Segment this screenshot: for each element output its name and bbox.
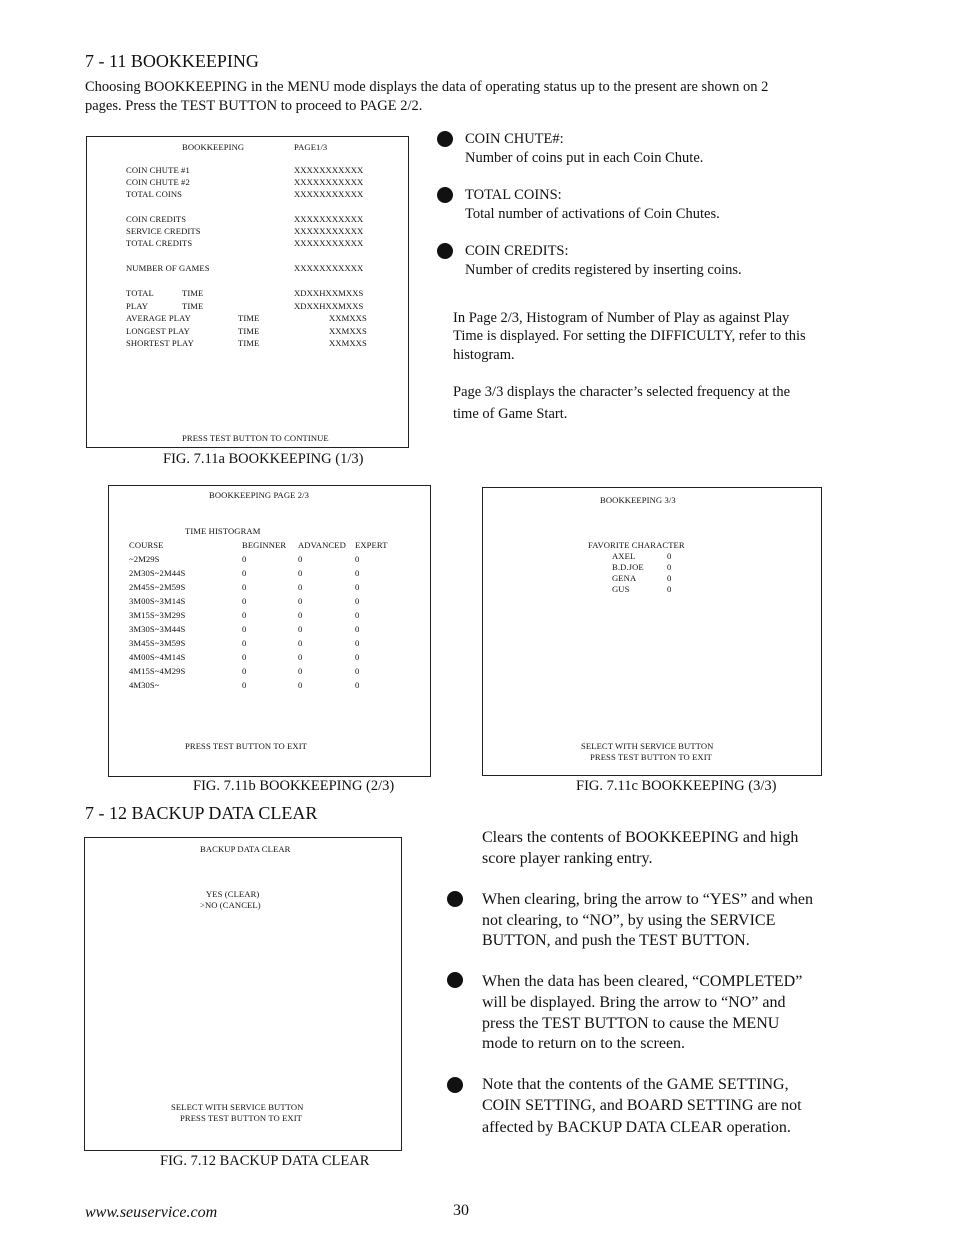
fig-bookkeeping-page2 [108,485,431,777]
bullet-icon [437,187,453,203]
fig-a-row-label: SHORTEST PLAY [126,338,194,348]
fig-b-count-cell: 0 [355,652,360,662]
page2-para-line1: In Page 2/3, Histogram of Number of Play as against Play [453,310,790,326]
fig-b-count-cell: 0 [242,638,247,648]
fig-b-count-cell: 0 [355,554,360,564]
fig-b-count-cell: 0 [242,680,247,690]
bullet-icon [447,972,463,988]
section-heading-bookkeeping: 7 - 11 BOOKKEEPING [85,51,259,71]
fig-b-count-cell: 0 [355,624,360,634]
fig-b-header-expert: EXPERT [355,540,388,550]
footer-website: www.seuservice.com [85,1204,218,1221]
fig-c-character-count: 0 [667,584,672,594]
fig-a-row-label: TOTAL [126,288,154,298]
fig-b-header-beginner: BEGINNER [242,540,287,550]
fig-bookkeeping-page3 [482,487,822,776]
fig-d-title: BACKUP DATA CLEAR [200,844,291,854]
fig-c-subtitle: FAVORITE CHARACTER [588,540,685,550]
fig-b-count-cell: 0 [242,624,247,634]
fig-a-caption: FIG. 7.11a BOOKKEEPING (1/3) [163,451,364,467]
fig-a-row-value: XDXXHXXMXXS [294,301,364,311]
bullet-icon [437,243,453,259]
fig-b-header-advanced: ADVANCED [298,540,346,550]
fig-b-course-cell: 3M45S~3M59S [129,638,186,648]
bullet-coin-credits-title: COIN CREDITS: [465,243,569,259]
fig-d-option-no: >NO (CANCEL) [200,900,261,910]
fig-c-title: BOOKKEEPING 3/3 [600,495,676,505]
fig-a-row-value: XXXXXXXXXXX [294,214,364,224]
fig-a-row-mid: TIME [238,326,260,336]
fig-b-count-cell: 0 [355,666,360,676]
fig-b-count-cell: 0 [242,582,247,592]
fig-b-course-cell: ~2M29S [129,554,160,564]
bullet-total-coins-desc: Total number of activations of Coin Chutes. [465,206,720,222]
fig-b-course-cell: 4M00S~4M14S [129,652,186,662]
fig-b-course-cell: 4M15S~4M29S [129,666,186,676]
backup-bullet1-line3: BUTTON, and push the TEST BUTTON. [482,932,750,949]
page3-para-line1: Page 3/3 displays the character’s selected frequency at the [453,384,791,400]
backup-bullet1-line2: not clearing, to “NO”, by using the SERVICE [482,912,776,929]
fig-b-course-cell: 4M30S~ [129,680,160,690]
intro-line-2: pages. Press the TEST BUTTON to proceed to PAGE 2/2. [85,98,423,114]
fig-b-header-course: COURSE [129,540,164,550]
fig-a-row-mid: TIME [182,301,204,311]
fig-b-caption: FIG. 7.11b BOOKKEEPING (2/3) [193,778,395,794]
fig-b-course-cell: 2M45S~2M59S [129,582,186,592]
fig-a-row-value: XXXXXXXXXXX [294,263,364,273]
fig-d-footer-1: SELECT WITH SERVICE BUTTON [171,1102,304,1112]
fig-b-count-cell: 0 [355,638,360,648]
fig-a-row-label: SERVICE CREDITS [126,226,201,236]
fig-a-row-value: XXMXXS [329,326,367,336]
fig-c-character-name: AXEL [612,551,636,561]
fig-a-row-value: XXXXXXXXXXX [294,226,364,236]
fig-b-count-cell: 0 [298,582,303,592]
fig-c-character-name: GENA [612,573,637,583]
fig-a-row-mid: TIME [238,313,260,323]
fig-a-row-label: COIN CHUTE #1 [126,165,190,175]
page-number: 30 [453,1202,469,1219]
fig-b-count-cell: 0 [355,680,360,690]
fig-c-character-count: 0 [667,573,672,583]
fig-a-row-mid: TIME [238,338,260,348]
fig-a-footer: PRESS TEST BUTTON TO CONTINUE [182,433,329,443]
fig-c-character-count: 0 [667,551,672,561]
fig-b-count-cell: 0 [298,680,303,690]
fig-a-row-label: TOTAL COINS [126,189,183,199]
fig-a-row-value: XDXXHXXMXXS [294,288,364,298]
fig-a-row-value: XXMXXS [329,313,367,323]
fig-b-count-cell: 0 [298,596,303,606]
fig-b-count-cell: 0 [242,568,247,578]
fig-b-count-cell: 0 [298,568,303,578]
backup-intro-line2: score player ranking entry. [482,850,653,867]
fig-c-caption: FIG. 7.11c BOOKKEEPING (3/3) [576,778,777,794]
fig-a-title: BOOKKEEPING [182,142,245,152]
fig-b-count-cell: 0 [242,596,247,606]
fig-c-character-count: 0 [667,562,672,572]
bullet-coin-credits-desc: Number of credits registered by inserting coins. [465,262,742,278]
fig-a-row-label: NUMBER OF GAMES [126,263,210,273]
fig-bookkeeping-page1 [86,136,409,448]
page3-para-line2: time of Game Start. [453,406,568,422]
fig-a-row-value: XXXXXXXXXXX [294,177,364,187]
fig-b-title: BOOKKEEPING PAGE 2/3 [209,490,310,500]
fig-a-row-label: AVERAGE PLAY [126,313,191,323]
fig-c-footer-1: SELECT WITH SERVICE BUTTON [581,741,714,751]
fig-b-subtitle: TIME HISTOGRAM [185,526,261,536]
page2-para-line2: Time is displayed. For setting the DIFFICULTY, refer to this [453,328,806,344]
fig-b-count-cell: 0 [242,666,247,676]
backup-bullet2-line2: will be displayed. Bring the arrow to “NO” and [482,994,786,1011]
bullet-total-coins-title: TOTAL COINS: [465,187,562,203]
fig-b-count-cell: 0 [355,596,360,606]
fig-a-page: PAGE1/3 [294,142,328,152]
fig-b-count-cell: 0 [355,582,360,592]
fig-b-count-cell: 0 [242,610,247,620]
bullet-icon [447,1077,463,1093]
backup-bullet3-line3: affected by BACKUP DATA CLEAR operation. [482,1119,791,1136]
fig-a-row-mid: TIME [182,288,204,298]
page2-para-line3: histogram. [453,347,515,363]
backup-bullet3-line1: Note that the contents of the GAME SETTING, [482,1076,789,1093]
fig-b-course-cell: 2M30S~2M44S [129,568,186,578]
fig-a-row-value: XXXXXXXXXXX [294,189,364,199]
fig-b-count-cell: 0 [242,652,247,662]
fig-b-footer: PRESS TEST BUTTON TO EXIT [185,741,308,751]
fig-d-footer-2: PRESS TEST BUTTON TO EXIT [180,1113,303,1123]
fig-c-character-name: GUS [612,584,630,594]
fig-c-footer-2: PRESS TEST BUTTON TO EXIT [590,752,713,762]
fig-b-count-cell: 0 [298,554,303,564]
backup-intro-line1: Clears the contents of BOOKKEEPING and high [482,829,799,846]
bullet-coin-chute-desc: Number of coins put in each Coin Chute. [465,150,704,166]
bullet-coin-chute-title: COIN CHUTE#: [465,131,564,147]
fig-a-row-label: COIN CHUTE #2 [126,177,190,187]
fig-b-count-cell: 0 [298,666,303,676]
fig-b-count-cell: 0 [298,638,303,648]
fig-a-row-value: XXXXXXXXXXX [294,238,364,248]
fig-b-count-cell: 0 [298,610,303,620]
bullet-icon [447,891,463,907]
fig-a-row-value: XXXXXXXXXXX [294,165,364,175]
intro-line-1: Choosing BOOKKEEPING in the MENU mode displays the data of operating status up to the present are shown on 2 [85,79,769,95]
backup-bullet2-line3: press the TEST BUTTON to cause the MENU [482,1015,780,1032]
backup-bullet2-line1: When the data has been cleared, “COMPLETED” [482,973,803,990]
fig-d-option-yes: YES (CLEAR) [206,889,260,899]
fig-a-row-label: TOTAL CREDITS [126,238,193,248]
fig-a-row-label: PLAY [126,301,149,311]
section-heading-backup-data-clear: 7 - 12 BACKUP DATA CLEAR [85,803,318,823]
fig-c-character-name: B.D.JOE [612,562,644,572]
fig-a-row-label: COIN CREDITS [126,214,187,224]
fig-a-row-value: XXMXXS [329,338,367,348]
fig-b-course-cell: 3M30S~3M44S [129,624,186,634]
backup-bullet3-line2: COIN SETTING, and BOARD SETTING are not [482,1097,802,1114]
fig-b-count-cell: 0 [298,624,303,634]
fig-a-row-label: LONGEST PLAY [126,326,190,336]
fig-b-count-cell: 0 [355,568,360,578]
backup-bullet2-line4: mode to return on to the screen. [482,1035,686,1052]
fig-b-count-cell: 0 [355,610,360,620]
fig-d-caption: FIG. 7.12 BACKUP DATA CLEAR [160,1153,370,1169]
bullet-icon [437,131,453,147]
fig-backup-data-clear [84,837,402,1151]
fig-b-course-cell: 3M15S~3M29S [129,610,186,620]
fig-b-course-cell: 3M00S~3M14S [129,596,186,606]
fig-b-count-cell: 0 [242,554,247,564]
backup-bullet1-line1: When clearing, bring the arrow to “YES” and when [482,891,813,908]
fig-b-count-cell: 0 [298,652,303,662]
